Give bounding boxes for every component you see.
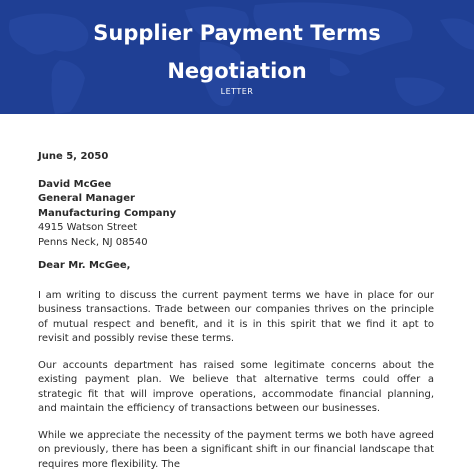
document-subtitle: LETTER xyxy=(220,87,254,96)
letter-date: June 5, 2050 xyxy=(38,151,109,162)
recipient-city-line: Penns Neck, NJ 08540 xyxy=(38,236,148,248)
document-title-line-1: Supplier Payment Terms xyxy=(93,21,381,45)
recipient-title: General Manager xyxy=(38,193,135,204)
recipient-name: David McGee xyxy=(38,178,112,190)
letter-salutation: Dear Mr. McGee, xyxy=(38,260,131,271)
letter-paragraph-3: While we appreciate the necessity of the payment terms we both have agreed on previously, there has been a significant shift in our financial landscape that requires more flexibility. The xyxy=(38,429,434,470)
recipient-address-block xyxy=(38,178,434,251)
letter-paragraph-1: I am writing to discuss the current payment terms we have in place for our business transactions. Trade between our companies thrives on the principle of mutual respect and benefit, and it is in this spirit that we find it apt to revisit and possibly revise these terms. xyxy=(38,289,434,344)
letter-paragraph-2: Our accounts department has raised some legitimate concerns about the existing payment plan. We believe that alternative terms could offer a strategic fit that will improve operations, accommodate financial planning, and maintain the efficiency of transactions between our businesses. xyxy=(38,359,434,414)
header-banner xyxy=(0,0,474,114)
letter-body xyxy=(38,150,434,474)
recipient-company: Manufacturing Company xyxy=(38,207,177,219)
recipient-street: 4915 Watson Street xyxy=(38,222,138,233)
document-title-line-2: Negotiation xyxy=(167,59,307,83)
